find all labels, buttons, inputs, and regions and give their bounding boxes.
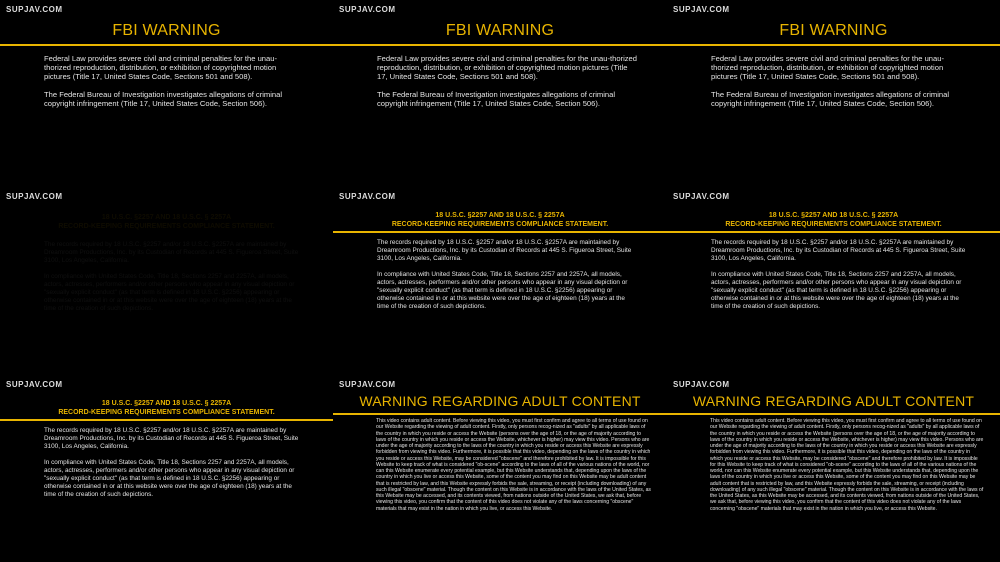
fbi-paragraph-1: Federal Law provides severe civil and criminal penalties for the unau-thorized reproduction, distribution, or exhibition of copyrighted motion pictures (Title 17, United States Code, Sections 501 and 508).: [377, 54, 638, 82]
usc-body: [711, 239, 970, 319]
frame-adult-1: [333, 375, 667, 562]
fbi-paragraph-2: The Federal Bureau of Investigation investigates allegations of criminal copyright infringement (Title 17, United States Code, Section 506).: [44, 89, 283, 108]
frame-usc-1: [333, 187, 667, 375]
fbi-paragraph-1: Federal Law provides severe civil and criminal penalties for the unau-thorized reproduction, distribution, or exhibition of copyrighted motion pictures (Title 17, United States Code, Sections 501 and 508).: [44, 54, 277, 82]
frame-adult-2: [667, 375, 1000, 562]
usc-title-line-2: RECORD-KEEPING REQUIREMENTS COMPLIANCE STATEMENT.: [725, 221, 942, 228]
fbi-title: FBI WARNING: [779, 22, 888, 39]
watermark: SUPJAV.COM: [339, 380, 396, 389]
title-rule: [0, 44, 333, 46]
adult-paragraph: This video contains adult content. Before viewing this video, you must first confirm and agree to all terms of use found on our Website regarding the viewing of adult content. Firstly, only persons recog-nized as "adults" by all applicable laws of the country in which you reside or access the Website (persons over the age of 18, or the age of majority according to laws of the country in which you reside or access the Website, whichever is higher) may view this video. Persons who are under the age of majority according to the laws of the country in which you reside or access this Website are expressly forbidden from viewing this video. Furthermore, it is possible that this video, depending on the laws of the country in which you reside or access this Website, may be considered "obscene" and therefore prohibited by law. It is impossible for this Website to keep track of what is considered "ob-scene" according to the laws of all of the various nations of the world, nor can this Website enumerate every potential example, but this Website understands that, depending upon the laws of the country in which you live or access this Website, some of the content you may find on this Website may be adult content that is restricted by law, and this Website expressly forbids the sale, streaming, or receipt (including downloading) of any such illegal "obscene" material. Though the content on this Website is in accordance with the laws of the United States, as this Website may be accessed, and its contents viewed, from nations outside of the United States, we ask that, before viewing this video, you confirm that the content of this video does not violate any of the laws concerning "obscene" materials that may exist in the nation in which you live, or access this Website.: [376, 418, 651, 512]
watermark: SUPJAV.COM: [339, 5, 396, 14]
usc-title: [333, 211, 667, 229]
usc-title: [667, 211, 1000, 229]
usc-paragraph-1: The records required by 18 U.S.C. §2257 and/or 18 U.S.C. §2257A are maintained by Dreamroom Productions, Inc. by its Custodian of Records at 445 S. Figueroa Street, Suite 3100, Los Angeles, California.: [44, 427, 299, 451]
adult-paragraph: This video contains adult content. Before viewing this video, you must first confirm and agree to all terms of use found on our Website regarding the viewing of adult content. Firstly, only persons recog-nized as "adults" by all applicable laws of the country in which you reside or access the Website (persons over the age of 18, or the age of majority according to laws of the country in which you reside or access the Website, whichever is higher) may view this video. Persons who are under the age of majority according to the laws of the country in which you reside or access this Website are expressly forbidden from viewing this video. Furthermore, it is possible that this video, depending on the laws of the country in which you reside or access this Website, may be considered "obscene" and therefore prohibited by law. It is impossible for this Website to keep track of what is considered "ob-scene" according to the laws of all of the various nations of the world, nor can this Website enumerate every potential example, but this Website understands that, depending upon the laws of the country in which you live or access this Website, some of the content you may find on this Website may be adult content that is restricted by law, and this Website expressly forbids the sale, streaming, or receipt (including downloading) of any such illegal "obscene" material. Though the content on this Website is in accordance with the laws of the United States, as this Website may be accessed, and its contents viewed, from nations outside of the United States, we ask that, before viewing this video, you confirm that the content of this video does not violate any of the laws concerning "obscene" materials that may exist in the nation in which you live, or access this Website.: [710, 418, 984, 512]
usc-title-line-1: 18 U.S.C. §2257 AND 18 U.S.C. § 2257A: [768, 212, 899, 219]
watermark: SUPJAV.COM: [673, 192, 730, 201]
usc-paragraph-2: In compliance with United States Code, Title 18, Sections 2257 and 2257A, all models, actors, actresses, performers and/or other persons who appear in any visual depiction or "sexually explicit conduct" (as that term is defined in 18 U.S.C. §2256) appearing or otherwise contained in or at this website were over the age of eighteen (18) years at the time of the creation of such depictions.: [377, 270, 628, 311]
title-rule: [667, 231, 1000, 233]
usc-body: [44, 241, 303, 321]
usc-title-line-1: 18 U.S.C. §2257 AND 18 U.S.C. § 2257A: [101, 400, 232, 407]
fbi-paragraph-1: Federal Law provides severe civil and criminal penalties for the unau-thorized reproduction, distribution, or exhibition of copyrighted motion pictures (Title 17, United States Code, Sections 501 and 508).: [711, 54, 944, 82]
frame-usc-3: [0, 375, 333, 562]
usc-paragraph-2: In compliance with United States Code, Title 18, Sections 2257 and 2257A, all models, actors, actresses, performers and/or other persons who appear in any visual depiction or "sexually explicit conduct" (as that term is defined in 18 U.S.C. §2256) appearing or otherwise contained in or at this website were over the age of eighteen (18) years at the time of the creation of such depictions.: [44, 272, 295, 313]
fbi-paragraph-2: The Federal Bureau of Investigation investigates allegations of criminal copyright infringement (Title 17, United States Code, Section 506).: [711, 89, 950, 108]
frame-fbi-2: [333, 0, 667, 187]
watermark: SUPJAV.COM: [6, 5, 63, 14]
frame-usc-fading: [0, 187, 333, 375]
usc-title-line-2: RECORD-KEEPING REQUIREMENTS COMPLIANCE STATEMENT.: [58, 409, 275, 416]
usc-paragraph-2: In compliance with United States Code, Title 18, Sections 2257 and 2257A, all models, actors, actresses, performers and/or other persons who appear in any visual depiction or "sexually explicit conduct" (as that term is defined in 18 U.S.C. §2256) appearing or otherwise contained in or at this website were over the age of eighteen (18) years at the time of the creation of such depictions.: [711, 270, 962, 311]
usc-paragraph-1: The records required by 18 U.S.C. §2257 and/or 18 U.S.C. §2257A are maintained by Dreamroom Productions, Inc. by its Custodian of Records at 445 S. Figueroa Street, Suite 3100, Los Angeles, California.: [44, 241, 299, 265]
watermark: SUPJAV.COM: [6, 192, 63, 201]
fbi-body: [377, 54, 637, 116]
fbi-paragraph-2: The Federal Bureau of Investigation investigates allegations of criminal copyright infringement (Title 17, United States Code, Section 506).: [377, 89, 616, 108]
watermark: SUPJAV.COM: [6, 380, 63, 389]
usc-title-line-2: RECORD-KEEPING REQUIREMENTS COMPLIANCE STATEMENT.: [391, 221, 609, 228]
usc-paragraph-1: The records required by 18 U.S.C. §2257 and/or 18 U.S.C. §2257A are maintained by Dreamroom Productions, Inc. by its Custodian of Records at 445 S. Figueroa Street, Suite 3100, Los Angeles, California.: [711, 239, 966, 263]
usc-paragraph-2: In compliance with United States Code, Title 18, Sections 2257 and 2257A, all models, actors, actresses, performers and/or other persons who appear in any visual depiction or "sexually explicit conduct" (as that term is defined in 18 U.S.C. §2256) appearing or otherwise contained in or at this website were over the age of eighteen (18) years at the time of the creation of such depictions.: [44, 458, 295, 499]
watermark: SUPJAV.COM: [673, 380, 730, 389]
usc-paragraph-1: The records required by 18 U.S.C. §2257 and/or 18 U.S.C. §2257A are maintained by Dreamroom Productions, Inc. by its Custodian of Records at 445 S. Figueroa Street, Suite 3100, Los Angeles, California.: [377, 239, 632, 263]
title-rule: [667, 44, 1000, 46]
usc-title: [0, 399, 333, 417]
adult-body: [710, 418, 984, 512]
frame-usc-2: [667, 187, 1000, 375]
fbi-body: [44, 54, 303, 116]
watermark: SUPJAV.COM: [339, 192, 396, 201]
usc-body: [377, 239, 637, 319]
fbi-title: FBI WARNING: [445, 22, 555, 39]
title-rule: [667, 413, 1000, 415]
frame-fbi-3: [667, 0, 1000, 187]
usc-title: [0, 213, 333, 231]
usc-body: [44, 427, 303, 507]
watermark: SUPJAV.COM: [673, 5, 730, 14]
usc-title-line-1: 18 U.S.C. §2257 AND 18 U.S.C. § 2257A: [435, 212, 565, 219]
title-rule: [333, 413, 667, 415]
title-rule: [333, 44, 667, 46]
usc-title-line-2: RECORD-KEEPING REQUIREMENTS COMPLIANCE STATEMENT.: [58, 223, 275, 230]
title-rule: [0, 419, 333, 421]
adult-title: WARNING REGARDING ADULT CONTENT: [692, 393, 975, 409]
usc-title-line-1: 18 U.S.C. §2257 AND 18 U.S.C. § 2257A: [101, 214, 232, 221]
frame-fbi-1: [0, 0, 333, 187]
fbi-title: FBI WARNING: [112, 22, 221, 39]
title-rule: [333, 231, 667, 233]
fbi-body: [711, 54, 970, 116]
adult-body: [376, 418, 651, 512]
adult-title: WARNING REGARDING ADULT CONTENT: [359, 393, 641, 409]
